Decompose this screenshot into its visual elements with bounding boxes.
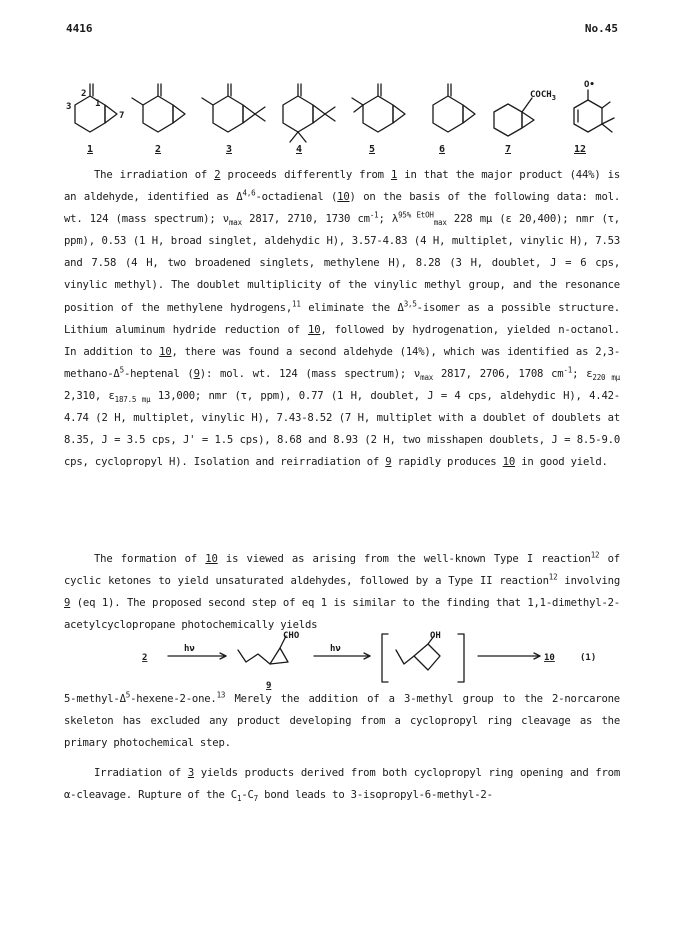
structure-5 — [352, 84, 405, 132]
ring-label-7: 7 — [119, 111, 125, 121]
acetyl-group: $COCH_3$ — [530, 90, 556, 102]
ring-label-1: 1 — [95, 99, 101, 109]
structure-7 — [494, 90, 556, 136]
eq-cho-label: CHO — [283, 631, 300, 641]
structure-12 — [574, 80, 614, 132]
eq-bracketed-intermediate — [382, 631, 464, 682]
structure-label-6: 6 — [439, 144, 446, 155]
radical-label: O• — [584, 80, 595, 90]
structure-label-3: 3 — [226, 144, 233, 155]
structure-1 — [66, 84, 124, 132]
structure-label-2: 2 — [155, 144, 162, 155]
structure-label-12: 12 — [574, 144, 587, 155]
eq-aldehyde-9 — [238, 631, 300, 691]
ring-label-3: 3 — [66, 102, 72, 112]
eq-arrow-label-2: hν — [330, 644, 341, 654]
structure-label-1: 1 — [87, 144, 94, 155]
journal-issue: No.45 — [584, 22, 618, 35]
equation-1 — [130, 630, 630, 694]
structure-6 — [433, 84, 475, 132]
paragraph-1: The irradiation of 2 proceeds differently from 1 in that the major product (44%) is an aldehyde, identified as Δ$^{4,6}$-octadienal (10) on the basis of the following data: mol. wt. 124 (mass spectrum); $\nu_{max}$ 2817, 2710, 1730 $cm^{-1}$; $\lambda^{95\% EtOH}_{max}$ 228 mμ (ε 20,400); nmr (τ, ppm), 0.53 (1 H, broad singlet, aldehydic H), 3.57-4.83 (4 H, multiplet, vinylic H), 7.53 and 7.58 (4 H, two broadened singlets, methylene H), 8.28 (3 H, doublet, J = 6 cps, vinylic methyl). The doublet multiplicity of the vinylic methyl group, and the resonance position of the methylene hydrogens,$^{11}$ eliminate the Δ$^{3,5}$-isomer as a possible structure. Lithium aluminum hydride reduction of 10, followed by hydrogenation, yielded n-octanol. In addition to 10, there was found a second aldehyde (14%), which was identified as $2,3-methano-\Delta^5$-heptenal (9): mol. wt. 124 (mass spectrum); $\nu_{max}$ 2817, 2706, 1708 $cm^{-1}$; $\varepsilon_{220 m\mu}$ 2,310, $\varepsilon_{187.5 m\mu}$ 13,000; nmr (τ, ppm), 0.77 (1 H, doublet, J = 4 cps, aldehydic H), 4.42-4.74 (2 H, multiplet, vinylic H), 7.43-8.52 (7 H, multiplet with a doublet of doublets at 8.35, J = 3.5 cps, J' = 1.5 cps), 8.68 and 8.93 (2 H, two misshapen doublets, J = 8.5-9.0 cps, cyclopropyl H). Isolation and reirradiation of 9 rapidly produces 10 in good yield. — [64, 169, 621, 469]
structure-label-4: 4 — [296, 144, 303, 155]
paragraph-3: $5-methyl-\Delta^5-hexene-2-one.^{13}$ Merely the addition of a 3-methyl group to the 2-norcarone skeleton has excluded any product developing from a cyclopropyl ring cleavage as the primary photochemical step. — [64, 690, 620, 750]
page-number: 4416 — [66, 22, 93, 35]
eq-number: (1) — [580, 653, 597, 663]
eq-arrow-label-1: hν — [184, 644, 195, 654]
structure-label-5: 5 — [369, 144, 376, 155]
paragraph-4: Irradiation of 3 yields products derived from both cyclopropyl ring opening and from α-cleavage. Rupture of the $C_1-C_7$ bond leads to 3-isopropyl-6-methyl-2- — [64, 767, 620, 804]
eq-oh-label: OH — [430, 631, 441, 641]
eq-intermediate-label: 9 — [266, 681, 272, 691]
structure-4 — [283, 84, 335, 142]
structure-2 — [132, 84, 185, 132]
eq-product: 10 — [544, 653, 555, 663]
structure-3 — [202, 84, 265, 132]
ring-label-2: 2 — [81, 89, 87, 99]
structure-label-7: 7 — [505, 144, 512, 155]
paragraph-2: The formation of 10 is viewed as arising from the well-known Type I reaction$^{12}$ of cyclic ketones to yield unsaturated aldehydes, followed by a Type II reaction$^{12}$ involving 9 (eq 1). The proposed second step of eq 1 is similar to the finding that 1,1-dimethyl-2-acetylcyclopropane photochemically yields — [64, 550, 620, 632]
eq-start-compound: 2 — [142, 653, 148, 663]
structure-row — [60, 74, 640, 154]
